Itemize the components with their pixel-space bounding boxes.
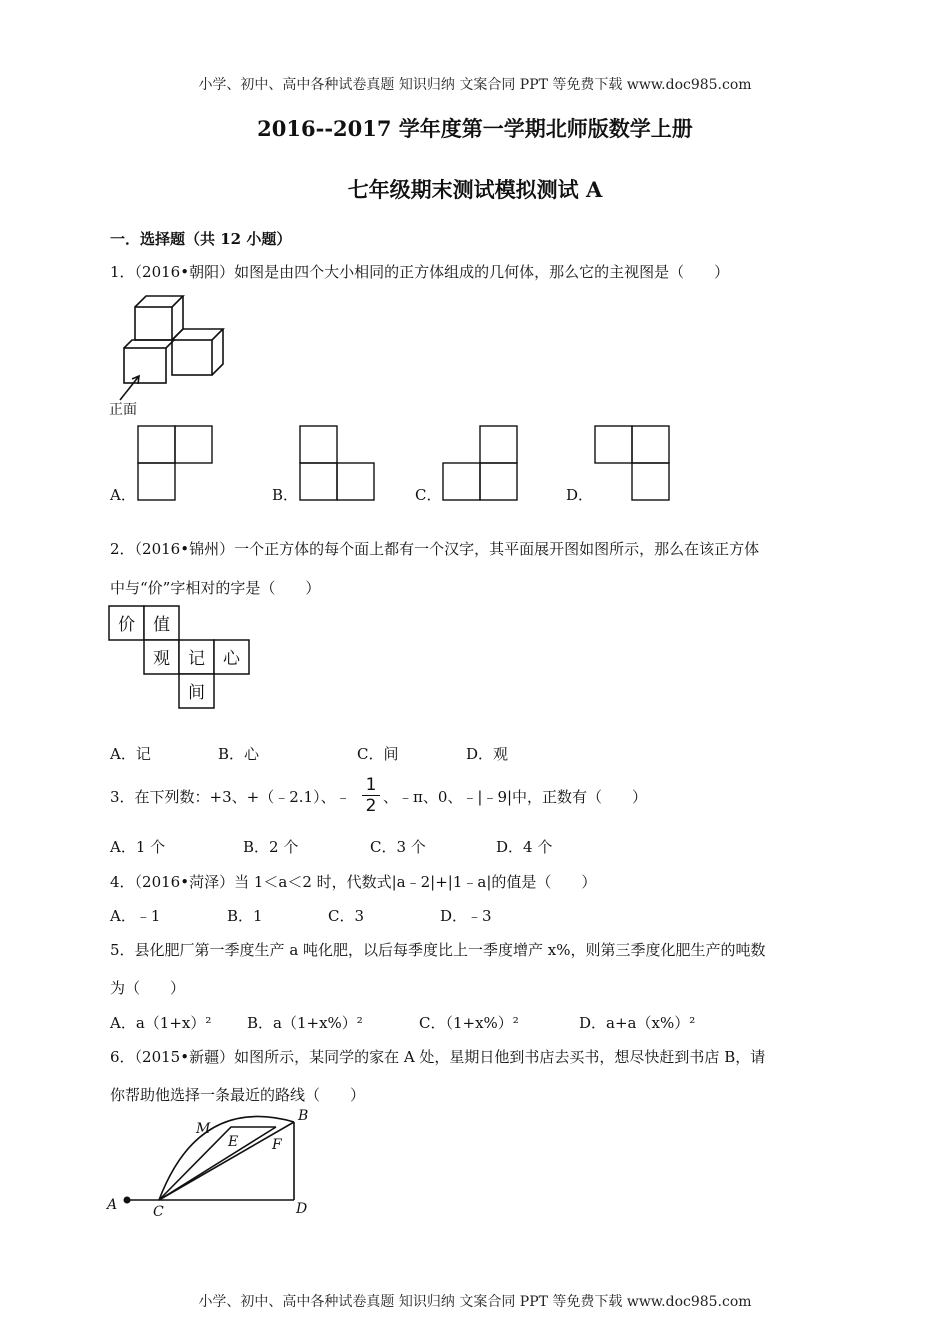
net-cell-jian: 间: [188, 683, 205, 703]
q3-fraction-numerator: 1: [365, 775, 377, 795]
q2-cube-net: [108, 605, 253, 711]
q6-stem-line-1: 6．（2015•新疆）如图所示，某同学的家在 A 处，星期日他到书店去买书，想尽快赶到书店 B，请: [110, 1048, 766, 1066]
q5-option-d[interactable]: D．a+a（x%）²: [579, 1014, 696, 1032]
q1-option-a[interactable]: A．: [110, 486, 136, 504]
q5-option-c[interactable]: C．（1+x%）²: [419, 1014, 519, 1032]
title-line-2: 七年级期末测试模拟测试 A: [347, 177, 603, 202]
page-footer: 小学、初中、高中各种试卷真题 知识归纳 文案合同 PPT 等免费下载 www.doc985.com: [198, 1294, 752, 1310]
net-cell-ji: 记: [188, 649, 205, 669]
q4-option-d[interactable]: D．﹣3: [440, 907, 492, 925]
q3-stem-part-2: 、﹣π、0、﹣|﹣9|中，正数有（ ）: [383, 788, 648, 806]
q5-option-b[interactable]: B．a（1+x%）²: [247, 1014, 363, 1032]
section-heading: 一．选择题（共 12 小题）: [110, 230, 292, 248]
q5-stem-line-1: 5．县化肥厂第一季度生产 a 吨化肥，以后每季度比上一季度增产 x%，则第三季度化肥生产的吨数: [110, 941, 766, 959]
q3-fraction-denominator: 2: [365, 796, 377, 816]
q2-stem-line-2: 中与“价”字相对的字是（ ）: [110, 579, 321, 597]
title-line-1: 2016--2017 学年度第一学期北师版数学上册: [257, 116, 693, 141]
q2-option-d[interactable]: D．观: [466, 745, 509, 763]
q2-stem-line-1: 2．（2016•锦州）一个正方体的每个面上都有一个汉字，其平面展开图如图所示，那么在该正方体: [110, 540, 760, 558]
label-d: D: [296, 1201, 308, 1217]
q5-option-a[interactable]: A．a（1+x）²: [110, 1014, 212, 1032]
q3-option-d[interactable]: D．4 个: [496, 838, 553, 856]
q4-stem: 4．（2016•菏泽）当 1＜a＜2 时，代数式|a﹣2|+|1﹣a|的值是（ ）: [110, 873, 597, 891]
net-cell-zhi: 值: [153, 615, 170, 635]
q1-option-c-figure[interactable]: [441, 425, 519, 501]
q4-option-c[interactable]: C．3: [328, 907, 365, 925]
net-cell-xin: 心: [223, 649, 240, 669]
q5-stem-line-2: 为（ ）: [110, 979, 186, 997]
q6-stem-line-2: 你帮助他选择一条最近的路线（ ）: [110, 1086, 366, 1104]
label-c: C: [153, 1204, 164, 1220]
q1-cube-figure: [105, 290, 235, 420]
q1-option-b-figure[interactable]: [298, 425, 376, 501]
q3-option-a[interactable]: A．1 个: [110, 838, 166, 856]
q1-option-b[interactable]: B．: [272, 486, 299, 504]
q1-option-c[interactable]: C．: [415, 486, 442, 504]
label-a: A: [107, 1197, 118, 1213]
q1-option-d[interactable]: D．: [566, 486, 594, 504]
label-m: M: [196, 1121, 211, 1137]
net-cell-guan: 观: [153, 649, 170, 669]
q3-stem-part-1: 3．在下列数：+3、+（﹣2.1）、﹣: [110, 788, 351, 806]
q2-option-a[interactable]: A．记: [110, 745, 151, 763]
q1-option-d-figure[interactable]: [593, 425, 671, 501]
q4-option-b[interactable]: B．1: [227, 907, 263, 925]
q1-stem: 1．（2016•朝阳）如图是由四个大小相同的正方体组成的几何体，那么它的主视图是（ ）: [110, 263, 730, 281]
label-f: F: [272, 1137, 282, 1153]
q2-option-b[interactable]: B．心: [218, 745, 260, 763]
q4-option-a[interactable]: A．﹣1: [110, 907, 161, 925]
net-cell-jia: 价: [118, 615, 135, 635]
q3-fraction: [362, 776, 380, 815]
point-a-dot: [124, 1197, 131, 1204]
q6-route-diagram: [104, 1105, 319, 1220]
q2-option-c[interactable]: C．间: [357, 745, 399, 763]
page-header: 小学、初中、高中各种试卷真题 知识归纳 文案合同 PPT 等免费下载 www.doc985.com: [198, 77, 752, 93]
q3-option-c[interactable]: C．3 个: [370, 838, 426, 856]
label-b: B: [298, 1108, 309, 1124]
q1-front-label: 正面: [109, 402, 137, 418]
q3-option-b[interactable]: B．2 个: [243, 838, 299, 856]
label-e: E: [228, 1134, 239, 1150]
q1-option-a-figure[interactable]: [136, 425, 214, 501]
